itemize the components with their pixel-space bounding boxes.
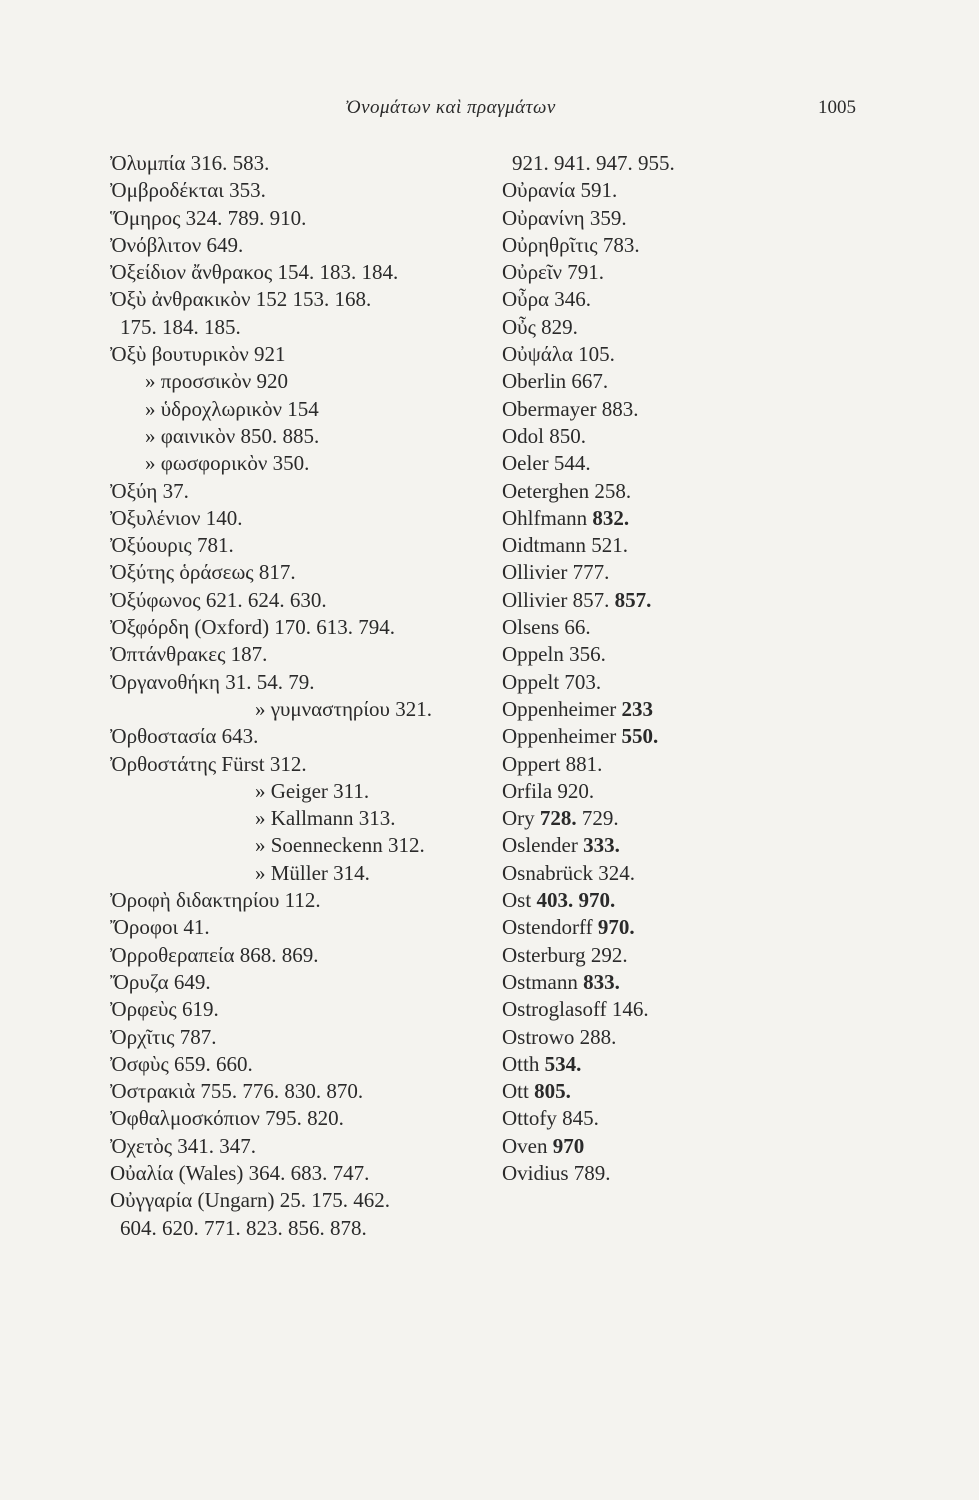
index-entry-text: Oidtmann 521.: [502, 533, 628, 558]
index-entry-text: Ὀσφὺς 659. 660.: [110, 1051, 253, 1076]
index-entry: [502, 751, 802, 778]
index-entry: [110, 150, 495, 177]
index-entry-text: Ὀλυμπία 316. 583.: [110, 151, 270, 175]
index-entry: [502, 1160, 802, 1187]
index-entry-text: Ὀχετὸς 341. 347.: [110, 1133, 257, 1158]
index-entry-text: Ostendorff: [502, 915, 598, 940]
index-entry: [110, 368, 495, 395]
index-entry-text: Ὀξφόρδη (Oxford) 170. 613. 794.: [110, 615, 396, 640]
index-entry: [502, 1024, 802, 1051]
index-entry-text: Οὐγγαρία (Ungarn) 25. 175. 462.: [110, 1188, 390, 1213]
index-entry-text: 921. 941. 947. 955.: [512, 151, 675, 175]
index-entry: [502, 478, 802, 505]
index-entry-text: » γυμναστηρίου 321.: [255, 696, 432, 721]
index-entry-text: Otth: [502, 1051, 545, 1076]
index-entry: [110, 505, 495, 532]
index-column-left: [110, 150, 495, 1242]
index-entry: [110, 205, 495, 232]
index-entry-text: Ὄρυζα 649.: [110, 969, 211, 994]
index-entry: [502, 150, 802, 177]
index-entry: [502, 314, 802, 341]
index-entry-text: Ott: [502, 1079, 535, 1104]
index-entry: [502, 832, 802, 859]
index-entry: [502, 286, 802, 313]
index-entry: [502, 341, 802, 368]
index-entry-text: » φωσφορικὸν 350.: [145, 451, 310, 476]
index-entry: [502, 450, 802, 477]
index-entry-text: Ὀρχῖτις 787.: [110, 1024, 217, 1049]
index-entry-bold-page: 728.: [539, 806, 577, 831]
index-entry: [110, 914, 495, 941]
index-entry-text: Ostmann: [502, 969, 584, 994]
index-entry-text: Ὅμηρος 324. 789. 910.: [110, 205, 307, 230]
index-entry-text: Ollivier 857.: [502, 587, 615, 612]
index-entry-text: Ὀνόβλιτον 649.: [110, 232, 244, 257]
index-entry: [110, 559, 495, 586]
index-entry: [110, 341, 495, 368]
index-entry-text: Oppelt 703.: [502, 669, 602, 694]
index-entry: [502, 587, 802, 614]
index-entry: [502, 614, 802, 641]
index-entry-text: Ὀμβροδέκται 353.: [110, 178, 266, 203]
index-entry-text: Ὀρθοστασία 643.: [110, 724, 259, 749]
index-entry: [110, 751, 495, 778]
index-entry-text: 604. 620. 771. 823. 856. 878.: [120, 1215, 367, 1240]
index-entry: [110, 259, 495, 286]
index-entry-text: Ory: [502, 806, 540, 831]
index-entry: [110, 286, 495, 313]
index-entry-text: Οὖρα 346.: [502, 287, 592, 312]
index-entry: [110, 1024, 495, 1051]
index-entry-bold-page: 970.: [597, 915, 635, 940]
index-entry-text: Osnabrück 324.: [502, 860, 635, 885]
index-entry-text: Ὀξύη 37.: [110, 478, 189, 503]
index-entry: [110, 778, 495, 805]
index-entry: [110, 232, 495, 259]
index-entry-text: Ὀξύτης ὁράσεως 817.: [110, 560, 296, 585]
index-entry-text: Obermayer 883.: [502, 396, 639, 421]
index-entry: [502, 368, 802, 395]
index-entry: [110, 1187, 495, 1214]
index-entry-text: Οὐρηθρῖτις 783.: [502, 232, 640, 257]
index-entry: [110, 532, 495, 559]
index-entry: [110, 887, 495, 914]
index-entry: [110, 396, 495, 423]
index-entry-bold-page: 832.: [592, 505, 630, 530]
index-entry: [502, 887, 802, 914]
index-entry-text: Ovidius 789.: [502, 1160, 611, 1185]
index-entry-text: Ὀπτάνθρακες 187.: [110, 642, 268, 667]
index-entry-text: Ὀρροθεραπεία 868. 869.: [110, 942, 319, 967]
index-entry: [502, 232, 802, 259]
index-entry: [110, 1078, 495, 1105]
index-entry-text: Osterburg 292.: [502, 942, 628, 967]
index-entry-text: Ostrowo 288.: [502, 1024, 617, 1049]
index-entry: [502, 778, 802, 805]
index-entry: [110, 942, 495, 969]
index-entry-text: Oppenheimer: [502, 696, 622, 721]
index-entry: [502, 723, 802, 750]
index-entry: [502, 396, 802, 423]
index-entry: [502, 1105, 802, 1132]
index-entry-text: » Müller 314.: [255, 860, 370, 885]
index-entry: [110, 423, 495, 450]
index-entry: [110, 1133, 495, 1160]
index-column-right: [502, 150, 802, 1187]
index-entry-text: Ὀξὺ ἀνθρακικὸν 152 153. 168.: [110, 287, 372, 312]
index-entry: [110, 805, 495, 832]
index-entry-text: Ottofy 845.: [502, 1106, 599, 1131]
index-entry: [110, 1105, 495, 1132]
index-entry: [502, 559, 802, 586]
index-entry: [110, 614, 495, 641]
index-entry-text: Ὀργανοθήκη 31. 54. 79.: [110, 669, 315, 694]
index-entry: [110, 696, 495, 723]
index-entry: [502, 505, 802, 532]
index-entry: [502, 1078, 802, 1105]
index-entry-text: Οὐψάλα 105.: [502, 342, 615, 367]
index-entry: [110, 587, 495, 614]
index-entry-text: » ὑδροχλωρικὸν 154: [145, 396, 319, 421]
index-entry: [502, 914, 802, 941]
index-entry-text: Ohlfmann: [502, 505, 593, 530]
index-entry-text: Ὀροφὴ διδακτηρίου 112.: [110, 888, 321, 913]
index-entry-text: Oslender: [502, 833, 584, 858]
index-entry-text: Oppert 881.: [502, 751, 603, 776]
index-entry-text: Oeler 544.: [502, 451, 591, 476]
index-entry-text: Oven: [502, 1133, 553, 1158]
index-entry: [110, 450, 495, 477]
index-entry: [110, 641, 495, 668]
index-entry-text: Olsens 66.: [502, 615, 591, 640]
index-entry-text: Ostroglasoff 146.: [502, 997, 649, 1022]
index-entry-text: Οὖς 829.: [502, 314, 578, 339]
index-entry: [502, 696, 802, 723]
index-entry-bold-page: 805.: [534, 1079, 571, 1104]
index-entry-text: » Geiger 311.: [255, 778, 370, 803]
index-entry-text: Oeterghen 258.: [502, 478, 632, 503]
index-entry: [110, 314, 495, 341]
index-entry: [110, 1051, 495, 1078]
index-entry-text: » προσσικὸν 920: [145, 369, 288, 394]
index-entry: [110, 996, 495, 1023]
page-number: 1005: [818, 97, 856, 118]
index-entry-bold-page: 403. 970.: [536, 888, 616, 913]
index-entry: [110, 832, 495, 859]
index-entry-text: Ὀφθαλμοσκόπιον 795. 820.: [110, 1106, 344, 1131]
index-entry-text: Οὐρανίνη 359.: [502, 205, 627, 230]
index-entry-bold-page: 833.: [583, 969, 620, 994]
index-entry-text: Ὀρθοστάτης Fürst 312.: [110, 751, 307, 776]
index-entry-text: » Kallmann 313.: [255, 806, 396, 831]
index-entry-text: » φαινικὸν 850. 885.: [145, 423, 320, 448]
index-entry-text: Ὀξύφωνος 621. 624. 630.: [110, 587, 327, 612]
index-entry-text: Οὐρεῖν 791.: [502, 260, 605, 285]
index-entry: [502, 805, 802, 832]
index-entry: [502, 205, 802, 232]
index-entry-text: Ὀξείδιον ἄνθρακος 154. 183. 184.: [110, 260, 399, 285]
index-entry: [110, 669, 495, 696]
index-entry: [110, 860, 495, 887]
index-entry: [110, 1215, 495, 1242]
index-entry-text: Ollivier 777.: [502, 560, 610, 585]
index-entry: [502, 969, 802, 996]
index-entry: [502, 641, 802, 668]
index-entry-bold-page: 333.: [583, 833, 620, 858]
running-header-title: Ὀνομάτων καὶ πραγμάτων: [345, 97, 556, 118]
index-entry: [502, 860, 802, 887]
index-entry-bold-page: 550.: [621, 724, 659, 749]
index-entry: [110, 723, 495, 750]
index-entry-text: Οὐαλία (Wales) 364. 683. 747.: [110, 1160, 370, 1185]
index-entry: [502, 1133, 802, 1160]
index-entry-text: 175. 184. 185.: [120, 314, 241, 339]
index-entry-text: Ὄροφοι 41.: [110, 915, 210, 940]
index-entry: [502, 942, 802, 969]
index-entry-text: Ὀρφεὺς 619.: [110, 997, 219, 1022]
index-entry-text: Ὀξὺ βουτυρικὸν 921: [110, 342, 286, 367]
index-entry-text: Ὀξύουρις 781.: [110, 533, 234, 558]
index-entry-text: Oberlin 667.: [502, 369, 609, 394]
index-entry-text: Orfila 920.: [502, 778, 595, 803]
index-entry: [110, 478, 495, 505]
index-entry-bold-page: 857.: [614, 587, 652, 612]
index-entry-text: Ὀστρακιὰ 755. 776. 830. 870.: [110, 1079, 364, 1104]
index-entry-text: Ost: [502, 888, 537, 913]
index-entry-bold-page: 970: [552, 1133, 585, 1158]
index-entry-text: » Soenneckenn 312.: [255, 833, 425, 858]
index-entry-text: Oppenheimer: [502, 724, 622, 749]
index-entry: [502, 423, 802, 450]
index-entry: [502, 1051, 802, 1078]
index-entry: [110, 177, 495, 204]
index-entry-bold-page: 233: [621, 696, 654, 721]
index-entry-tail: 729.: [576, 806, 619, 831]
index-entry-text: Ὀξυλένιον 140.: [110, 505, 243, 530]
index-entry: [502, 532, 802, 559]
index-entry: [110, 969, 495, 996]
index-entry: [502, 996, 802, 1023]
index-entry: [502, 259, 802, 286]
index-entry: [110, 1160, 495, 1187]
index-entry: [502, 177, 802, 204]
index-entry-bold-page: 534.: [544, 1051, 582, 1076]
index-entry-text: Oppeln 356.: [502, 642, 606, 667]
index-entry-text: Odol 850.: [502, 423, 586, 448]
index-entry-text: Οὐρανία 591.: [502, 178, 618, 203]
index-entry: [502, 669, 802, 696]
